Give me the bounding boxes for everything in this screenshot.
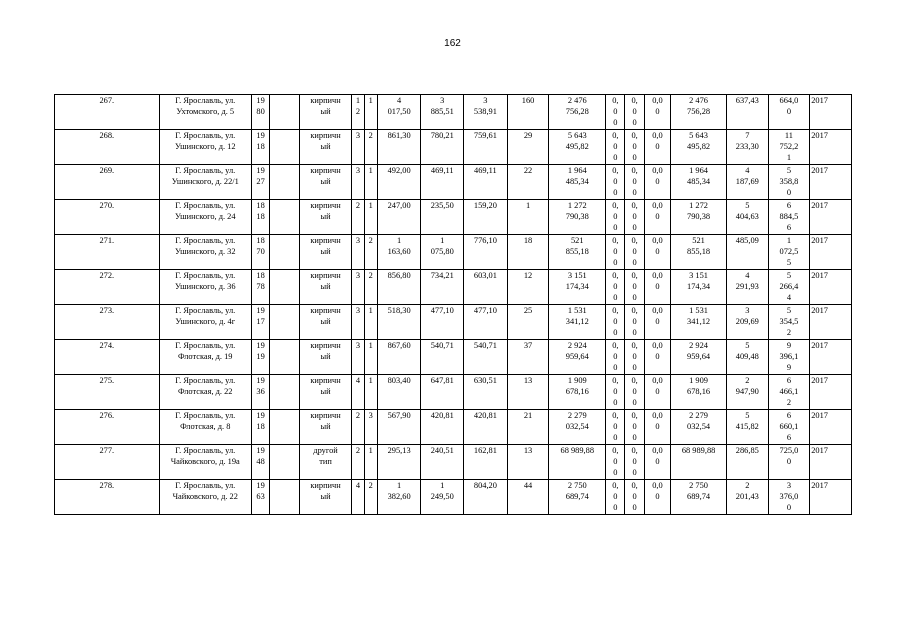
cell-owner-cost: 2 279 032,54 xyxy=(671,410,727,445)
cell-residential-area: 540,71 xyxy=(464,340,508,375)
cell-residents: 21 xyxy=(507,410,549,445)
table-row xyxy=(55,270,852,305)
cell-completion-year: 2017 xyxy=(810,305,852,340)
cell-max-cost: 9 396,1 9 xyxy=(768,340,810,375)
cell-total-cost: 2 279 032,54 xyxy=(549,410,606,445)
cell-residential-area: 420,81 xyxy=(464,410,508,445)
cell-fund-share-3: 0,0 0 xyxy=(644,410,670,445)
cell-max-cost: 6 884,5 6 xyxy=(768,200,810,235)
cell-residential-area: 776,10 xyxy=(464,235,508,270)
cell-total-area: 295,13 xyxy=(377,445,421,480)
cell-spacer xyxy=(270,410,299,445)
cell-fund-share-1: 0, 0 0 xyxy=(606,305,625,340)
cell-specific-cost: 4 291,93 xyxy=(726,270,768,305)
cell-floors: 3 xyxy=(352,305,364,340)
cell-residential-area: 759,61 xyxy=(464,130,508,165)
cell-build-year: 19 17 xyxy=(251,305,269,340)
cell-residential-area: 162,81 xyxy=(464,445,508,480)
cell-specific-cost: 4 187,69 xyxy=(726,165,768,200)
cell-total-cost: 3 151 174,34 xyxy=(549,270,606,305)
cell-living-area: 780,21 xyxy=(421,130,464,165)
cell-entrances: 2 xyxy=(364,270,377,305)
cell-living-area: 1 075,80 xyxy=(421,235,464,270)
cell-living-area: 420,81 xyxy=(421,410,464,445)
table-row xyxy=(55,165,852,200)
cell-row-number: 269. xyxy=(55,165,160,200)
cell-specific-cost: 2 201,43 xyxy=(726,480,768,515)
cell-spacer xyxy=(270,165,299,200)
cell-build-year: 19 48 xyxy=(251,445,269,480)
cell-max-cost: 11 752,2 1 xyxy=(768,130,810,165)
cell-max-cost: 1 072,5 5 xyxy=(768,235,810,270)
cell-spacer xyxy=(270,375,299,410)
cell-residential-area: 804,20 xyxy=(464,480,508,515)
cell-address: Г. Ярославль, ул. Ухтомского, д. 5 xyxy=(159,95,251,130)
cell-total-cost: 521 855,18 xyxy=(549,235,606,270)
cell-total-area: 867,60 xyxy=(377,340,421,375)
cell-address: Г. Ярославль, ул. Флотская, д. 19 xyxy=(159,340,251,375)
cell-completion-year: 2017 xyxy=(810,270,852,305)
table-row xyxy=(55,305,852,340)
cell-fund-share-2: 0, 0 0 xyxy=(625,480,644,515)
cell-floors: 4 xyxy=(352,375,364,410)
cell-specific-cost: 3 209,69 xyxy=(726,305,768,340)
cell-entrances: 1 xyxy=(364,340,377,375)
cell-total-area: 567,90 xyxy=(377,410,421,445)
cell-residents: 44 xyxy=(507,480,549,515)
cell-fund-share-3: 0,0 0 xyxy=(644,130,670,165)
cell-entrances: 1 xyxy=(364,95,377,130)
cell-floors: 3 xyxy=(352,130,364,165)
cell-owner-cost: 2 476 756,28 xyxy=(671,95,727,130)
cell-fund-share-2: 0, 0 0 xyxy=(625,130,644,165)
cell-row-number: 276. xyxy=(55,410,160,445)
table-row xyxy=(55,200,852,235)
cell-floors: 3 xyxy=(352,340,364,375)
cell-total-area: 4 017,50 xyxy=(377,95,421,130)
cell-build-year: 19 36 xyxy=(251,375,269,410)
table-row xyxy=(55,235,852,270)
cell-max-cost: 5 354,5 2 xyxy=(768,305,810,340)
cell-fund-share-2: 0, 0 0 xyxy=(625,305,644,340)
cell-wall-material: кирпичн ый xyxy=(299,130,352,165)
cell-fund-share-3: 0,0 0 xyxy=(644,200,670,235)
cell-row-number: 271. xyxy=(55,235,160,270)
cell-row-number: 268. xyxy=(55,130,160,165)
cell-fund-share-3: 0,0 0 xyxy=(644,445,670,480)
cell-specific-cost: 485,09 xyxy=(726,235,768,270)
cell-specific-cost: 286,85 xyxy=(726,445,768,480)
cell-max-cost: 5 358,8 0 xyxy=(768,165,810,200)
cell-build-year: 18 78 xyxy=(251,270,269,305)
cell-total-area: 803,40 xyxy=(377,375,421,410)
cell-owner-cost: 68 989,88 xyxy=(671,445,727,480)
cell-address: Г. Ярославль, ул. Ушинского, д. 24 xyxy=(159,200,251,235)
cell-spacer xyxy=(270,445,299,480)
cell-total-area: 1 163,60 xyxy=(377,235,421,270)
cell-fund-share-3: 0,0 0 xyxy=(644,270,670,305)
cell-residential-area: 469,11 xyxy=(464,165,508,200)
cell-build-year: 19 18 xyxy=(251,410,269,445)
cell-entrances: 2 xyxy=(364,235,377,270)
cell-floors: 2 xyxy=(352,200,364,235)
cell-address: Г. Ярославль, ул. Флотская, д. 22 xyxy=(159,375,251,410)
cell-spacer xyxy=(270,305,299,340)
cell-wall-material: кирпичн ый xyxy=(299,270,352,305)
cell-owner-cost: 1 272 790,38 xyxy=(671,200,727,235)
cell-spacer xyxy=(270,340,299,375)
cell-fund-share-2: 0, 0 0 xyxy=(625,340,644,375)
cell-build-year: 19 63 xyxy=(251,480,269,515)
cell-completion-year: 2017 xyxy=(810,165,852,200)
cell-total-cost: 5 643 495,82 xyxy=(549,130,606,165)
table-row xyxy=(55,480,852,515)
cell-row-number: 267. xyxy=(55,95,160,130)
cell-floors: 1 2 xyxy=(352,95,364,130)
cell-total-cost: 2 476 756,28 xyxy=(549,95,606,130)
cell-floors: 3 xyxy=(352,165,364,200)
table-row xyxy=(55,375,852,410)
cell-specific-cost: 7 233,30 xyxy=(726,130,768,165)
cell-completion-year: 2017 xyxy=(810,375,852,410)
cell-build-year: 18 70 xyxy=(251,235,269,270)
cell-residents: 18 xyxy=(507,235,549,270)
cell-completion-year: 2017 xyxy=(810,200,852,235)
cell-completion-year: 2017 xyxy=(810,480,852,515)
cell-living-area: 1 249,50 xyxy=(421,480,464,515)
cell-fund-share-2: 0, 0 0 xyxy=(625,410,644,445)
cell-specific-cost: 5 409,48 xyxy=(726,340,768,375)
cell-build-year: 19 27 xyxy=(251,165,269,200)
cell-address: Г. Ярославль, ул. Ушинского, д. 32 xyxy=(159,235,251,270)
cell-total-cost: 1 272 790,38 xyxy=(549,200,606,235)
cell-floors: 2 xyxy=(352,410,364,445)
cell-residents: 13 xyxy=(507,445,549,480)
cell-fund-share-1: 0, 0 0 xyxy=(606,480,625,515)
cell-wall-material: кирпичн ый xyxy=(299,200,352,235)
cell-residential-area: 603,01 xyxy=(464,270,508,305)
cell-residents: 13 xyxy=(507,375,549,410)
cell-entrances: 1 xyxy=(364,165,377,200)
cell-build-year: 19 18 xyxy=(251,130,269,165)
cell-completion-year: 2017 xyxy=(810,445,852,480)
cell-max-cost: 3 376,0 0 xyxy=(768,480,810,515)
cell-total-cost: 1 964 485,34 xyxy=(549,165,606,200)
cell-wall-material: кирпичн ый xyxy=(299,480,352,515)
cell-wall-material: кирпичн ый xyxy=(299,235,352,270)
cell-total-cost: 2 924 959,64 xyxy=(549,340,606,375)
cell-fund-share-1: 0, 0 0 xyxy=(606,445,625,480)
cell-floors: 4 xyxy=(352,480,364,515)
cell-max-cost: 5 266,4 4 xyxy=(768,270,810,305)
cell-total-cost: 2 750 689,74 xyxy=(549,480,606,515)
cell-max-cost: 6 660,1 6 xyxy=(768,410,810,445)
cell-fund-share-2: 0, 0 0 xyxy=(625,235,644,270)
cell-living-area: 3 885,51 xyxy=(421,95,464,130)
cell-row-number: 272. xyxy=(55,270,160,305)
cell-total-cost: 1 531 341,12 xyxy=(549,305,606,340)
cell-residential-area: 159,20 xyxy=(464,200,508,235)
cell-entrances: 3 xyxy=(364,410,377,445)
cell-residents: 160 xyxy=(507,95,549,130)
table-row xyxy=(55,340,852,375)
cell-fund-share-2: 0, 0 0 xyxy=(625,200,644,235)
cell-living-area: 477,10 xyxy=(421,305,464,340)
cell-owner-cost: 1 531 341,12 xyxy=(671,305,727,340)
cell-fund-share-3: 0,0 0 xyxy=(644,305,670,340)
cell-spacer xyxy=(270,480,299,515)
cell-owner-cost: 1 909 678,16 xyxy=(671,375,727,410)
cell-fund-share-2: 0, 0 0 xyxy=(625,375,644,410)
cell-row-number: 275. xyxy=(55,375,160,410)
cell-living-area: 734,21 xyxy=(421,270,464,305)
cell-owner-cost: 1 964 485,34 xyxy=(671,165,727,200)
cell-specific-cost: 637,43 xyxy=(726,95,768,130)
cell-address: Г. Ярославль, ул. Ушинского, д. 4г xyxy=(159,305,251,340)
cell-owner-cost: 2 924 959,64 xyxy=(671,340,727,375)
cell-fund-share-1: 0, 0 0 xyxy=(606,375,625,410)
cell-entrances: 1 xyxy=(364,305,377,340)
page-number: 162 xyxy=(444,38,461,49)
cell-owner-cost: 5 643 495,82 xyxy=(671,130,727,165)
cell-row-number: 274. xyxy=(55,340,160,375)
housing-table xyxy=(54,94,852,515)
cell-address: Г. Ярославль, ул. Флотская, д. 8 xyxy=(159,410,251,445)
cell-build-year: 19 80 xyxy=(251,95,269,130)
cell-fund-share-1: 0, 0 0 xyxy=(606,200,625,235)
cell-row-number: 270. xyxy=(55,200,160,235)
cell-build-year: 19 19 xyxy=(251,340,269,375)
cell-owner-cost: 2 750 689,74 xyxy=(671,480,727,515)
cell-entrances: 1 xyxy=(364,375,377,410)
cell-address: Г. Ярославль, ул. Ушинского, д. 36 xyxy=(159,270,251,305)
cell-row-number: 273. xyxy=(55,305,160,340)
cell-row-number: 277. xyxy=(55,445,160,480)
cell-fund-share-1: 0, 0 0 xyxy=(606,165,625,200)
table-body xyxy=(55,95,852,515)
cell-wall-material: другой тип xyxy=(299,445,352,480)
cell-spacer xyxy=(270,270,299,305)
cell-residents: 29 xyxy=(507,130,549,165)
cell-wall-material: кирпичн ый xyxy=(299,165,352,200)
cell-specific-cost: 5 404,63 xyxy=(726,200,768,235)
cell-wall-material: кирпичн ый xyxy=(299,410,352,445)
cell-residents: 12 xyxy=(507,270,549,305)
cell-entrances: 1 xyxy=(364,200,377,235)
cell-fund-share-1: 0, 0 0 xyxy=(606,340,625,375)
cell-wall-material: кирпичн ый xyxy=(299,340,352,375)
cell-living-area: 469,11 xyxy=(421,165,464,200)
cell-total-area: 861,30 xyxy=(377,130,421,165)
cell-residential-area: 3 538,91 xyxy=(464,95,508,130)
cell-entrances: 1 xyxy=(364,445,377,480)
cell-fund-share-1: 0, 0 0 xyxy=(606,130,625,165)
cell-total-area: 856,80 xyxy=(377,270,421,305)
cell-wall-material: кирпичн ый xyxy=(299,95,352,130)
cell-floors: 2 xyxy=(352,445,364,480)
cell-fund-share-3: 0,0 0 xyxy=(644,340,670,375)
cell-total-area: 247,00 xyxy=(377,200,421,235)
cell-fund-share-2: 0, 0 0 xyxy=(625,445,644,480)
table-row xyxy=(55,445,852,480)
cell-fund-share-1: 0, 0 0 xyxy=(606,235,625,270)
cell-total-area: 1 382,60 xyxy=(377,480,421,515)
cell-owner-cost: 521 855,18 xyxy=(671,235,727,270)
cell-residents: 1 xyxy=(507,200,549,235)
cell-total-area: 518,30 xyxy=(377,305,421,340)
cell-address: Г. Ярославль, ул. Ушинского, д. 22/1 xyxy=(159,165,251,200)
cell-max-cost: 664,0 0 xyxy=(768,95,810,130)
cell-completion-year: 2017 xyxy=(810,340,852,375)
cell-wall-material: кирпичн ый xyxy=(299,375,352,410)
cell-fund-share-1: 0, 0 0 xyxy=(606,95,625,130)
cell-residents: 25 xyxy=(507,305,549,340)
cell-address: Г. Ярославль, ул. Чайковского, д. 19а xyxy=(159,445,251,480)
table-row xyxy=(55,410,852,445)
cell-fund-share-3: 0,0 0 xyxy=(644,165,670,200)
cell-entrances: 2 xyxy=(364,130,377,165)
cell-fund-share-3: 0,0 0 xyxy=(644,375,670,410)
cell-specific-cost: 5 415,82 xyxy=(726,410,768,445)
cell-living-area: 540,71 xyxy=(421,340,464,375)
cell-build-year: 18 18 xyxy=(251,200,269,235)
cell-max-cost: 725,0 0 xyxy=(768,445,810,480)
cell-living-area: 240,51 xyxy=(421,445,464,480)
cell-spacer xyxy=(270,130,299,165)
cell-fund-share-1: 0, 0 0 xyxy=(606,270,625,305)
table-row xyxy=(55,95,852,130)
cell-fund-share-3: 0,0 0 xyxy=(644,480,670,515)
cell-completion-year: 2017 xyxy=(810,410,852,445)
cell-spacer xyxy=(270,200,299,235)
cell-total-area: 492,00 xyxy=(377,165,421,200)
cell-spacer xyxy=(270,95,299,130)
cell-residents: 37 xyxy=(507,340,549,375)
cell-completion-year: 2017 xyxy=(810,235,852,270)
cell-completion-year: 2017 xyxy=(810,130,852,165)
cell-total-cost: 1 909 678,16 xyxy=(549,375,606,410)
cell-residential-area: 477,10 xyxy=(464,305,508,340)
cell-fund-share-3: 0,0 0 xyxy=(644,235,670,270)
cell-spacer xyxy=(270,235,299,270)
cell-fund-share-3: 0,0 0 xyxy=(644,95,670,130)
cell-specific-cost: 2 947,90 xyxy=(726,375,768,410)
cell-fund-share-2: 0, 0 0 xyxy=(625,270,644,305)
cell-owner-cost: 3 151 174,34 xyxy=(671,270,727,305)
cell-living-area: 235,50 xyxy=(421,200,464,235)
cell-total-cost: 68 989,88 xyxy=(549,445,606,480)
cell-max-cost: 6 466,1 2 xyxy=(768,375,810,410)
cell-residents: 22 xyxy=(507,165,549,200)
table-row xyxy=(55,130,852,165)
cell-floors: 3 xyxy=(352,235,364,270)
cell-address: Г. Ярославль, ул. Чайковского, д. 22 xyxy=(159,480,251,515)
cell-row-number: 278. xyxy=(55,480,160,515)
cell-living-area: 647,81 xyxy=(421,375,464,410)
cell-fund-share-2: 0, 0 0 xyxy=(625,95,644,130)
cell-residential-area: 630,51 xyxy=(464,375,508,410)
cell-completion-year: 2017 xyxy=(810,95,852,130)
cell-entrances: 2 xyxy=(364,480,377,515)
cell-floors: 3 xyxy=(352,270,364,305)
cell-address: Г. Ярославль, ул. Ушинского, д. 12 xyxy=(159,130,251,165)
cell-fund-share-2: 0, 0 0 xyxy=(625,165,644,200)
cell-wall-material: кирпичн ый xyxy=(299,305,352,340)
cell-fund-share-1: 0, 0 0 xyxy=(606,410,625,445)
